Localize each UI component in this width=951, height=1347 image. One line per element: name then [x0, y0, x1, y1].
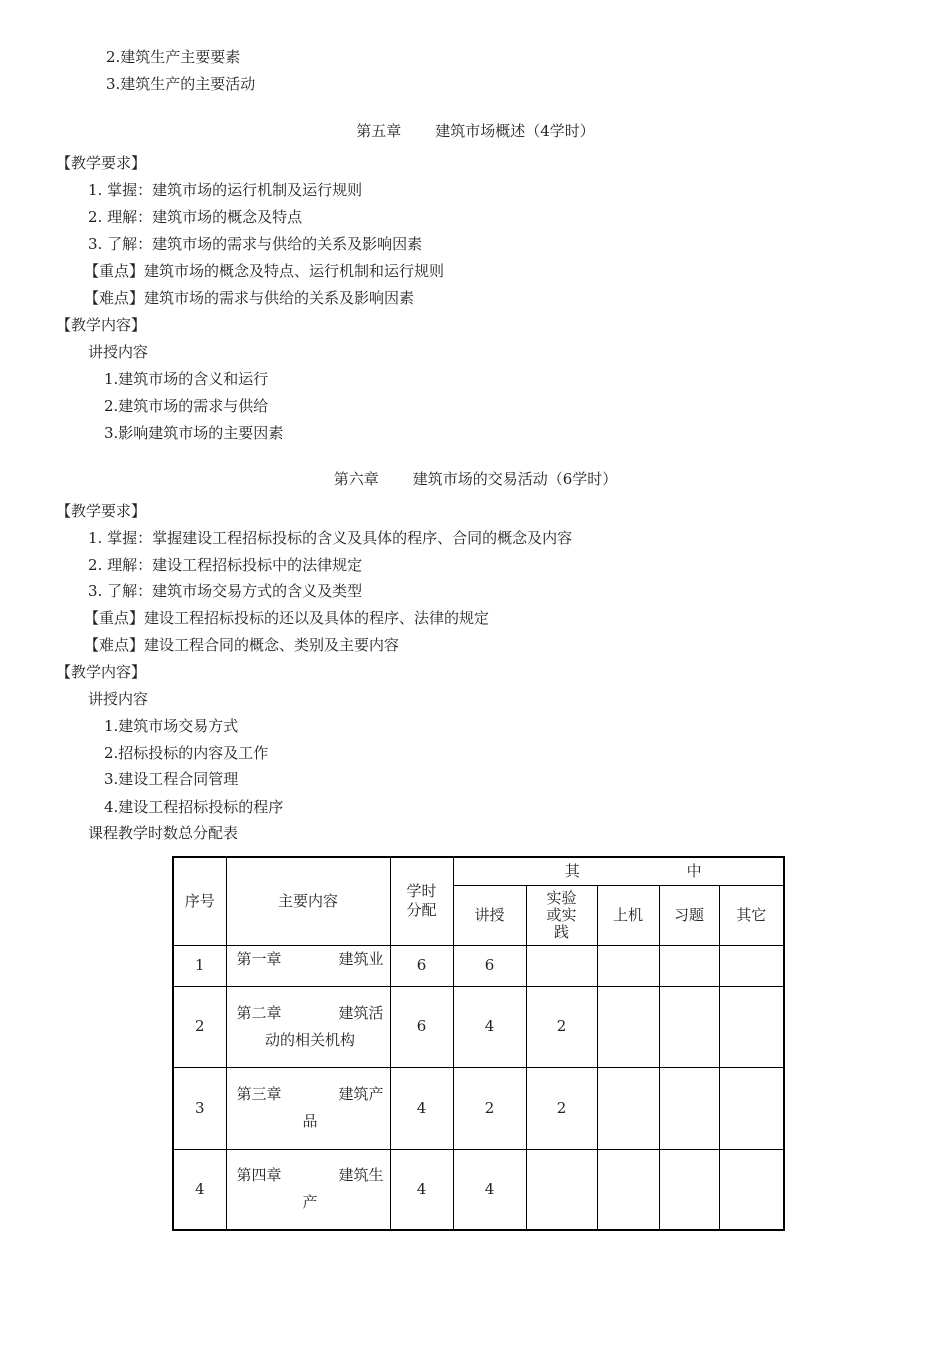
cell-other [719, 986, 784, 1067]
cell-computer [597, 1149, 659, 1230]
list-item: 1.建筑市场交易方式 [104, 717, 239, 735]
list-item: 2.建筑市场的需求与供给 [104, 397, 269, 415]
chapter-name-continued: 品 [302, 1112, 318, 1130]
list-item: 2.建筑生产主要要素 [106, 48, 241, 66]
content-head [237, 1166, 384, 1185]
cell-other [719, 1067, 784, 1149]
requirement-item: 2. 理解：建筑市场的概念及特点 [88, 208, 303, 226]
cell-seq: 1 [173, 945, 226, 986]
content-head [237, 1004, 384, 1023]
cell-exercise [659, 986, 719, 1067]
cell-computer [597, 1067, 659, 1149]
chapter-title: 建筑市场的交易活动（6学时） [412, 470, 618, 488]
cell-lecture: 2 [453, 1067, 526, 1149]
header-among-part2: 中 [686, 861, 702, 880]
cell-lecture: 4 [453, 986, 526, 1067]
list-item: 3.建筑生产的主要活动 [106, 75, 256, 93]
cell-exercise [659, 1149, 719, 1230]
lecture-label: 讲授内容 [88, 343, 149, 361]
cell-hours: 4 [390, 1067, 453, 1149]
chapter-name: 建筑产 [338, 1085, 384, 1103]
chapter-name: 建筑业 [338, 949, 384, 968]
chapter-label: 第一章 [236, 949, 282, 968]
section-heading: 【教学内容】 [56, 663, 147, 681]
header-practice-line3: 践 [553, 922, 569, 941]
cell-other [719, 1149, 784, 1230]
header-practice [526, 885, 597, 945]
key-point: 【重点】建筑市场的概念及特点、运行机制和运行规则 [84, 262, 445, 280]
cell-content [226, 945, 390, 986]
cell-exercise [659, 945, 719, 986]
list-item: 2.招标投标的内容及工作 [104, 744, 269, 762]
list-item: 4.建设工程招标投标的程序 [104, 798, 284, 816]
requirement-item: 1. 掌握：掌握建设工程招标投标的含义及具体的程序、合同的概念及内容 [88, 529, 573, 547]
header-hours-line1: 学时 [406, 882, 437, 901]
section-heading: 【教学要求】 [56, 502, 147, 520]
section-heading: 【教学内容】 [56, 316, 147, 334]
lecture-label: 讲授内容 [88, 690, 149, 708]
chapter-label: 第三章 [236, 1085, 282, 1103]
list-item: 1.建筑市场的含义和运行 [104, 370, 269, 388]
chapter-label: 第四章 [236, 1166, 282, 1185]
cell-computer [597, 986, 659, 1067]
header-computer: 上机 [597, 885, 659, 945]
list-item: 3.影响建筑市场的主要因素 [104, 424, 284, 442]
chapter-label: 第二章 [236, 1003, 282, 1022]
cell-computer [597, 945, 659, 986]
requirement-item: 1. 掌握：建筑市场的运行机制及运行规则 [88, 181, 363, 199]
chapter-name: 建筑生 [338, 1166, 384, 1185]
header-content: 主要内容 [226, 857, 390, 945]
requirement-item: 2. 理解：建设工程招标投标中的法律规定 [88, 556, 363, 574]
cell-content [226, 1149, 390, 1230]
chapter-heading [0, 469, 951, 489]
cell-exercise [659, 1067, 719, 1149]
header-hours-line2: 分配 [406, 901, 437, 920]
chapter-number: 第五章 [356, 122, 402, 140]
content-head [237, 950, 384, 969]
header-among-part1: 其 [564, 861, 580, 880]
chapter-name-continued: 产 [302, 1193, 318, 1212]
table-header-row [173, 857, 784, 885]
header-practice-line2: 或实 [546, 905, 577, 924]
header-practice-line1: 实验 [546, 888, 577, 907]
cell-practice: 2 [526, 986, 597, 1067]
chapter-heading [0, 121, 951, 141]
list-item: 3.建设工程合同管理 [104, 770, 239, 788]
table-caption: 课程教学时数总分配表 [88, 824, 239, 842]
section-heading: 【教学要求】 [56, 154, 147, 172]
cell-seq: 3 [173, 1067, 226, 1149]
key-point: 【重点】建设工程招标投标的还以及具体的程序、法律的规定 [84, 609, 490, 627]
cell-practice [526, 945, 597, 986]
cell-other [719, 945, 784, 986]
header-lecture: 讲授 [453, 885, 526, 945]
header-exercise: 习题 [659, 885, 719, 945]
difficulty-point: 【难点】建筑市场的需求与供给的关系及影响因素 [84, 289, 415, 307]
table-row [173, 1067, 784, 1149]
table-row [173, 986, 784, 1067]
chapter-name-continued: 动的相关机构 [264, 1030, 355, 1049]
cell-content [226, 1067, 390, 1149]
chapter-name: 建筑活 [338, 1003, 384, 1022]
cell-lecture: 6 [453, 945, 526, 986]
cell-practice [526, 1149, 597, 1230]
difficulty-point: 【难点】建设工程合同的概念、类别及主要内容 [84, 636, 400, 654]
requirement-item: 3. 了解：建筑市场交易方式的含义及类型 [88, 582, 363, 600]
cell-hours: 6 [390, 945, 453, 986]
requirement-item: 3. 了解：建筑市场的需求与供给的关系及影响因素 [88, 235, 423, 253]
header-other: 其它 [719, 885, 784, 945]
cell-hours: 4 [390, 1149, 453, 1230]
chapter-number: 第六章 [333, 470, 379, 488]
cell-lecture: 4 [453, 1149, 526, 1230]
cell-hours: 6 [390, 986, 453, 1067]
header-among [453, 857, 784, 885]
header-hours [390, 857, 453, 945]
cell-seq: 4 [173, 1149, 226, 1230]
header-seq: 序号 [173, 857, 226, 945]
content-head [237, 1085, 384, 1104]
cell-content [226, 986, 390, 1067]
cell-seq: 2 [173, 986, 226, 1067]
hours-distribution-table [172, 856, 785, 1231]
table-row [173, 1149, 784, 1230]
chapter-title: 建筑市场概述（4学时） [435, 122, 595, 140]
table-row [173, 945, 784, 986]
cell-practice: 2 [526, 1067, 597, 1149]
